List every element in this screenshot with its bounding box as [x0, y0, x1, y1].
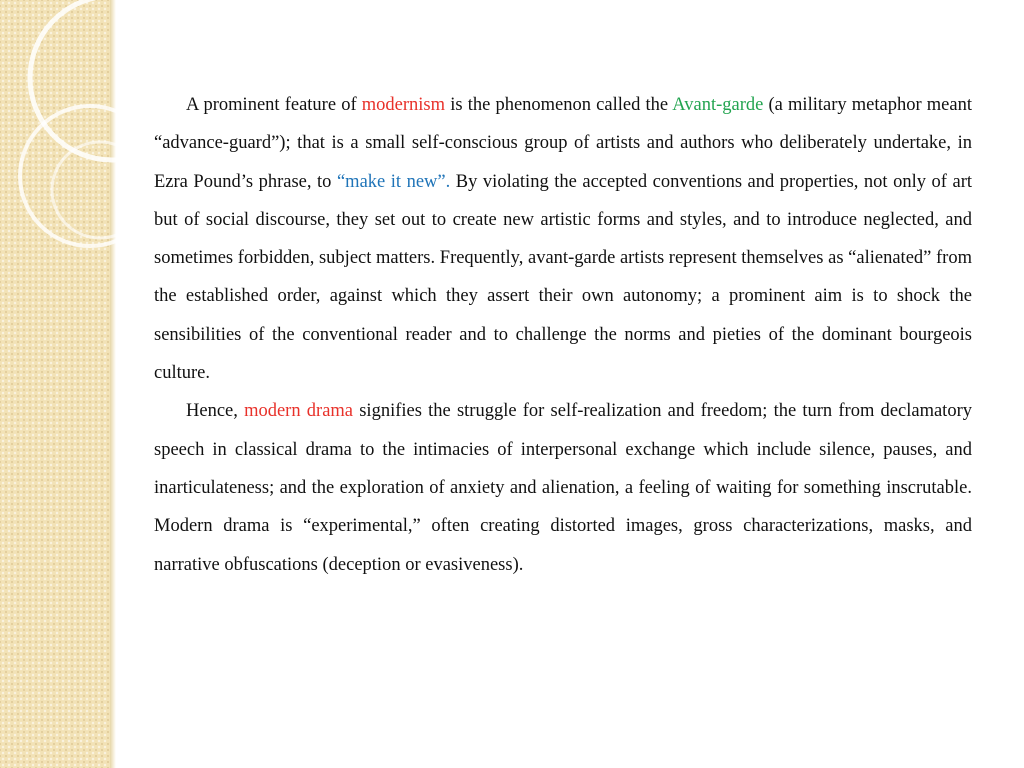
text-segment: Hence,	[186, 401, 245, 422]
text-segment: signifies the struggle for self-realization and freedom; the turn from declamatory speech in classical drama to the intimacies of interpersonal exchange which include silence, pauses, and inarticulateness; and the exploration of anxiety and alienation, a feeling of waiting for something inscrutable. Modern drama is “experimental,” often creating distorted images, gross characterizations, masks, and narrative obfuscations (deception or evasiveness).	[154, 401, 972, 575]
slide-body-text	[154, 86, 972, 584]
text-segment: By violating the accepted conventions and properties, not only of art but of social discourse, they set out to create new artistic forms and styles, and to introduce neglected, and sometimes forbidden, subject matters. Frequently, avant-garde artists represent themselves as “alienated” from the established order, against which they assert their own autonomy; a prominent aim is to shock the sensibilities of the conventional reader and to challenge the norms and pieties of the dominant bourgeois culture.	[154, 171, 972, 384]
highlight-modernism: modernism	[361, 95, 446, 115]
highlight-modern-drama: modern drama	[244, 401, 354, 422]
decorative-arcs	[0, 0, 116, 320]
highlight-avant-garde: Avant-garde	[672, 95, 764, 115]
paragraph-modern-drama	[154, 392, 972, 583]
highlight-make-it-new: “make it new”.	[336, 171, 451, 192]
paragraph-modernism	[154, 86, 972, 392]
text-segment: (a military metaphor meant “advance-guard”); that is a small self-conscious group of artists and authors who deliberately undertake, in Ezra Pound’s phrase, to	[154, 95, 972, 192]
text-segment: is the phenomenon called the	[445, 95, 673, 115]
text-segment: A prominent feature of	[186, 95, 362, 115]
